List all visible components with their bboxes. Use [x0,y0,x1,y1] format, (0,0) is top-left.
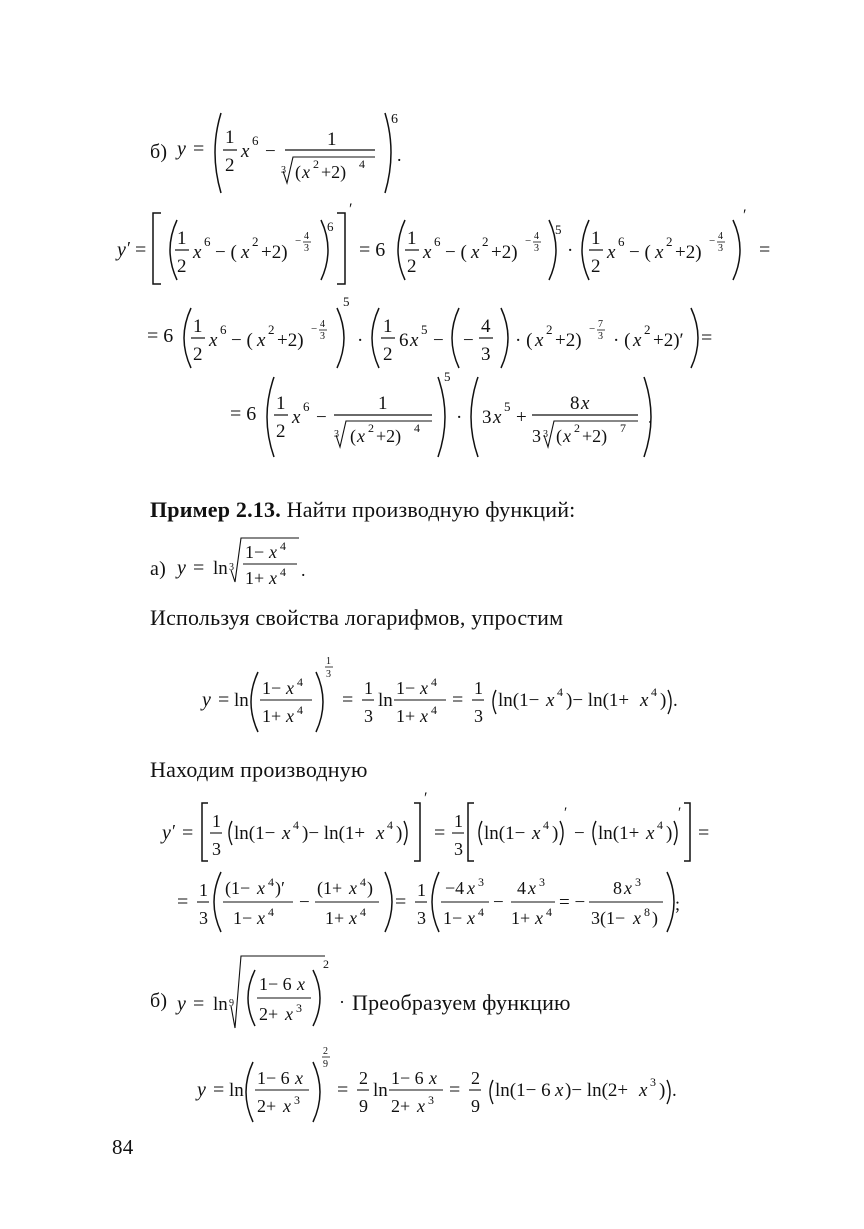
svg-text:2: 2 [666,234,673,249]
svg-text:′: ′ [172,821,176,841]
svg-text:ln: ln [378,690,393,711]
svg-text:3: 3 [334,429,339,440]
svg-text:′: ′ [127,238,131,258]
svg-text:x: x [467,878,475,898]
svg-text:3: 3 [294,1093,300,1107]
svg-text:=: = [177,891,189,913]
svg-text:4: 4 [320,319,325,330]
svg-text:1− 6: 1− 6 [257,1068,290,1088]
svg-text:=: = [452,689,464,711]
svg-text:1: 1 [225,127,235,148]
svg-text:8: 8 [644,905,650,919]
svg-text:2: 2 [644,322,651,337]
svg-text:+2): +2) [376,426,402,446]
svg-text:4: 4 [651,685,657,699]
svg-text:ln(1+: ln(1+ [598,823,640,844]
svg-text:8: 8 [613,878,622,898]
svg-text:x: x [349,878,357,898]
svg-text:2: 2 [591,256,601,277]
svg-text:4: 4 [359,157,365,171]
svg-text:=: = [342,689,354,711]
svg-text:=: = [218,689,230,711]
svg-text:′: ′ [564,805,568,821]
svg-text:3: 3 [320,331,325,342]
svg-text:3: 3 [212,839,221,859]
svg-text:=: = [193,557,205,579]
svg-text:1: 1 [591,228,601,249]
svg-text:x: x [633,330,642,351]
svg-text:1: 1 [454,811,463,831]
svg-text:(: ( [350,426,356,446]
svg-text:.: . [301,560,306,580]
svg-text:6: 6 [327,219,334,234]
svg-text:− (: − ( [215,242,237,263]
svg-text:1+: 1+ [396,706,416,726]
svg-text:x: x [410,330,419,351]
svg-text:6: 6 [303,399,310,414]
svg-text:3: 3 [532,426,541,446]
formula-b2-definition [175,950,355,1040]
svg-text:3: 3 [428,1093,434,1107]
svg-text:4: 4 [718,231,723,242]
svg-text:x: x [286,678,294,698]
svg-text:x: x [493,407,502,428]
svg-text:3: 3 [454,839,463,859]
svg-text:1+: 1+ [245,568,265,588]
svg-text:)− ln(2+: )− ln(2+ [565,1080,629,1101]
svg-text:= 6: = 6 [359,239,386,261]
svg-text:.: . [648,407,653,427]
svg-text:−: − [299,892,310,913]
svg-text:x: x [646,823,655,844]
svg-text:x: x [269,542,277,562]
svg-text:ln(1−: ln(1− [484,823,526,844]
svg-text:3: 3 [229,562,234,573]
svg-text:4: 4 [293,818,299,832]
svg-text:−: − [295,235,302,247]
svg-text:4: 4 [268,875,274,889]
paragraph-use-props: Используя свойства логарифмов, упростим [150,605,564,630]
svg-text:2: 2 [574,421,580,435]
svg-text:)′: )′ [275,878,285,898]
svg-text:3: 3 [417,908,426,928]
svg-text:′: ′ [743,207,747,224]
svg-text:4: 4 [657,818,663,832]
svg-text:): ) [659,1080,666,1101]
svg-text:· (: · ( [613,330,631,351]
svg-text:− (: − ( [445,242,467,263]
svg-text:2: 2 [177,256,187,277]
example-title: Найти производную функций: [280,497,576,522]
svg-text:=: = [135,239,147,261]
svg-text:4: 4 [297,703,303,717]
svg-text:1: 1 [407,228,417,249]
svg-text:): ) [552,823,559,844]
svg-text:1+: 1+ [262,706,282,726]
svg-text:5: 5 [504,399,511,414]
svg-text:2: 2 [359,1068,368,1088]
svg-text:2: 2 [368,421,374,435]
svg-text:9: 9 [359,1096,368,1116]
svg-text:4: 4 [534,231,539,242]
svg-text:3: 3 [296,1001,302,1015]
svg-text:;: ; [675,894,681,914]
svg-text:− (: − ( [629,242,651,263]
svg-text:)− ln(1+: )− ln(1+ [302,823,366,844]
svg-text:x: x [467,908,475,928]
svg-text:= 6: = 6 [230,403,257,425]
svg-text:x: x [581,393,590,414]
svg-text:x: x [633,908,641,928]
svg-text:3: 3 [534,243,539,254]
svg-text:2: 2 [407,256,417,277]
svg-text:3: 3 [543,429,548,440]
svg-text:= 6: = 6 [147,325,174,347]
svg-text:1+: 1+ [325,908,345,928]
svg-text:4: 4 [360,905,366,919]
svg-text:−: − [433,330,444,351]
svg-text:x: x [257,330,266,351]
svg-text:x: x [639,1080,648,1101]
svg-text:6: 6 [252,133,259,148]
svg-text:y: y [177,138,186,160]
svg-text:x: x [640,690,649,711]
svg-text:=: = [434,822,446,844]
formula-a-definition [175,530,335,595]
svg-text:+2): +2) [277,330,304,351]
svg-text:x: x [532,823,541,844]
svg-text:y: y [177,993,186,1015]
svg-text:4: 4 [387,818,393,832]
svg-text:3: 3 [281,165,286,176]
svg-text:1: 1 [193,316,203,337]
svg-text:7: 7 [620,421,626,435]
svg-text:9: 9 [323,1059,328,1070]
svg-text:4: 4 [280,565,286,579]
svg-text:1−: 1− [233,908,253,928]
svg-text:2: 2 [225,155,235,176]
svg-text:1: 1 [177,228,187,249]
svg-text:1−: 1− [443,908,463,928]
svg-text:2: 2 [323,1046,328,1057]
svg-text:6: 6 [204,234,211,249]
svg-text:−: − [463,330,474,351]
svg-text:ln: ln [213,558,228,579]
svg-text:3: 3 [718,243,723,254]
svg-text:ln: ln [213,994,228,1015]
formula-b1-derivative-line1 [115,198,795,293]
svg-text:2: 2 [546,322,553,337]
formula-b1-derivative-line2 [145,290,745,370]
svg-text:y: y [202,689,211,711]
svg-text:+2)′: +2)′ [653,330,684,351]
svg-text:): ) [396,823,403,844]
svg-text:3: 3 [650,1075,656,1089]
svg-text:+2): +2) [261,242,288,263]
svg-text:1: 1 [364,678,373,698]
svg-text:= −: = − [559,892,586,913]
svg-text:4: 4 [304,231,309,242]
svg-text:6: 6 [618,234,625,249]
svg-text:(: ( [295,162,301,182]
page-number: 84 [112,1135,134,1159]
formula-a-simplified [200,650,680,740]
formula-a-derivative-line2 [175,860,681,940]
svg-text:5: 5 [343,294,350,309]
paragraph-transform: Преобразуем функцию [352,990,571,1015]
label-b1: б) [150,141,168,163]
svg-text:5: 5 [421,322,428,337]
svg-text:=: = [193,138,205,160]
svg-text:x: x [535,908,543,928]
svg-text:=: = [193,993,205,1015]
svg-text:): ) [666,823,673,844]
svg-text:6: 6 [391,112,398,127]
svg-text:4: 4 [546,905,552,919]
svg-text:): ) [660,690,667,711]
svg-text:2: 2 [482,234,489,249]
svg-text:′: ′ [349,201,353,218]
label-b2: б) [150,990,168,1012]
svg-text:(1−: (1− [225,878,251,898]
svg-text:x: x [607,242,616,263]
svg-text:4: 4 [517,878,526,898]
svg-text:x: x [417,1096,425,1116]
svg-text:· (: · ( [515,330,533,351]
svg-text:4: 4 [280,539,286,553]
svg-text:x: x [241,141,250,162]
svg-text:4: 4 [481,316,491,337]
formula-b2-simplified [195,1040,695,1130]
svg-text:3(1−: 3(1− [591,908,626,928]
svg-text:3: 3 [474,706,483,726]
svg-text:1: 1 [326,656,331,667]
svg-text:′: ′ [678,805,682,821]
svg-text:8: 8 [570,393,580,414]
svg-text:1: 1 [199,880,208,900]
svg-text:−: − [493,892,504,913]
svg-text:.: . [397,145,402,165]
svg-text:4: 4 [360,875,366,889]
svg-text:x: x [420,678,428,698]
svg-text:x: x [297,974,305,994]
svg-text:−4: −4 [445,878,465,898]
svg-text:−: − [589,323,596,335]
svg-text:y: y [162,822,171,844]
svg-text:2: 2 [276,421,286,442]
svg-text:=: = [213,1079,225,1101]
svg-text:−: − [525,235,532,247]
svg-text:1: 1 [417,880,426,900]
svg-text:=: = [701,327,713,349]
svg-text:9: 9 [471,1096,480,1116]
example-heading [150,497,575,523]
formula-b1-definition [175,105,435,200]
svg-text:·: · [567,240,574,261]
svg-text:·: · [456,407,463,428]
svg-text:1− 6: 1− 6 [391,1068,424,1088]
svg-text:ln: ln [229,1080,244,1101]
paragraph-find-derivative: Находим производную [150,757,368,782]
svg-text:3: 3 [598,331,603,342]
svg-text:ln(1− 6: ln(1− 6 [495,1080,551,1101]
example-number: Пример 2.13. [150,497,281,522]
svg-text:x: x [528,878,536,898]
svg-text:′: ′ [424,790,428,807]
svg-text:4: 4 [543,818,549,832]
svg-text:x: x [535,330,544,351]
svg-text:1: 1 [212,811,221,831]
svg-text:3: 3 [478,875,484,889]
svg-text:4: 4 [557,685,563,699]
svg-text:5: 5 [444,369,451,384]
svg-text:2+: 2+ [259,1004,279,1024]
svg-text:ln(1−: ln(1− [498,690,540,711]
svg-text:x: x [349,908,357,928]
svg-text:x: x [655,242,664,263]
svg-text:5: 5 [555,222,562,237]
svg-text:6: 6 [220,322,227,337]
svg-text:1+: 1+ [511,908,531,928]
svg-text:ln: ln [234,690,249,711]
svg-text:x: x [209,330,218,351]
svg-text:2: 2 [268,322,275,337]
svg-text:·: · [339,992,345,1012]
svg-text:+: + [516,407,527,428]
svg-text:x: x [257,908,265,928]
svg-text:+2): +2) [321,162,347,182]
svg-text:x: x [295,1068,303,1088]
svg-text:=: = [337,1079,349,1101]
formula-b1-derivative-line3 [228,365,668,460]
svg-text:2+: 2+ [257,1096,277,1116]
svg-text:+2): +2) [555,330,582,351]
svg-text:1: 1 [327,129,337,150]
svg-text:3: 3 [199,908,208,928]
svg-text:x: x [555,1080,564,1101]
svg-text:.: . [673,690,678,711]
svg-text:x: x [257,878,265,898]
svg-text:x: x [546,690,555,711]
svg-text:=: = [449,1079,461,1101]
svg-text:=: = [182,822,194,844]
svg-text:ln(1−: ln(1− [234,823,276,844]
svg-text:y: y [117,239,126,261]
svg-text:2: 2 [323,957,329,971]
svg-text:−: − [574,823,585,844]
svg-text:(: ( [556,426,562,446]
svg-text:2: 2 [313,157,319,171]
svg-text:=: = [395,891,407,913]
svg-text:4: 4 [414,421,420,435]
svg-text:1−: 1− [396,678,416,698]
svg-text:3: 3 [481,344,491,365]
svg-text:x: x [285,1004,293,1024]
svg-text:=: = [698,822,710,844]
svg-text:1: 1 [276,393,286,414]
svg-text:x: x [423,242,432,263]
svg-text:7: 7 [598,319,603,330]
svg-text:)− ln(1+: )− ln(1+ [566,690,630,711]
label-a: а) [150,558,166,580]
svg-text:3: 3 [635,875,641,889]
svg-text:−: − [316,407,327,428]
svg-text:3: 3 [304,243,309,254]
svg-text:4: 4 [268,905,274,919]
svg-text:3: 3 [326,669,331,680]
svg-text:y: y [197,1079,206,1101]
svg-text:+2): +2) [582,426,608,446]
svg-text:4: 4 [478,905,484,919]
svg-text:2: 2 [471,1068,480,1088]
svg-text:1: 1 [378,393,388,414]
svg-text:− (: − ( [231,330,253,351]
svg-text:1−: 1− [245,542,265,562]
svg-text:x: x [302,162,310,182]
formula-a-derivative-line1 [160,790,730,865]
svg-text:x: x [292,407,301,428]
svg-text:x: x [269,568,277,588]
svg-text:4: 4 [431,675,437,689]
svg-text:6: 6 [399,330,409,351]
svg-text:(1+: (1+ [317,878,343,898]
svg-text:2: 2 [383,344,393,365]
svg-text:2+: 2+ [391,1096,411,1116]
svg-text:1−: 1− [262,678,282,698]
svg-text:−: − [265,141,276,162]
svg-text:x: x [624,878,632,898]
svg-text:·: · [357,330,364,351]
svg-text:x: x [283,1096,291,1116]
svg-text:x: x [282,823,291,844]
svg-text:3: 3 [482,407,492,428]
svg-text:.: . [672,1080,677,1101]
svg-text:): ) [652,908,658,928]
svg-text:x: x [286,706,294,726]
svg-text:x: x [376,823,385,844]
svg-text:): ) [367,878,373,898]
svg-text:y: y [177,557,186,579]
svg-text:ln: ln [373,1080,388,1101]
svg-text:1: 1 [383,316,393,337]
svg-text:x: x [471,242,480,263]
svg-text:=: = [759,239,771,261]
svg-text:6: 6 [434,234,441,249]
svg-text:1: 1 [474,678,483,698]
svg-text:x: x [563,426,571,446]
svg-text:+2): +2) [675,242,702,263]
svg-text:9: 9 [229,998,234,1009]
svg-text:3: 3 [364,706,373,726]
svg-text:2: 2 [252,234,259,249]
svg-text:4: 4 [297,675,303,689]
svg-text:3: 3 [539,875,545,889]
svg-text:x: x [193,242,202,263]
svg-text:1− 6: 1− 6 [259,974,292,994]
svg-text:x: x [429,1068,437,1088]
svg-text:x: x [357,426,365,446]
svg-text:x: x [241,242,250,263]
svg-text:2: 2 [193,344,203,365]
svg-text:x: x [420,706,428,726]
svg-text:−: − [311,323,318,335]
svg-text:+2): +2) [491,242,518,263]
svg-text:−: − [709,235,716,247]
svg-text:4: 4 [431,703,437,717]
